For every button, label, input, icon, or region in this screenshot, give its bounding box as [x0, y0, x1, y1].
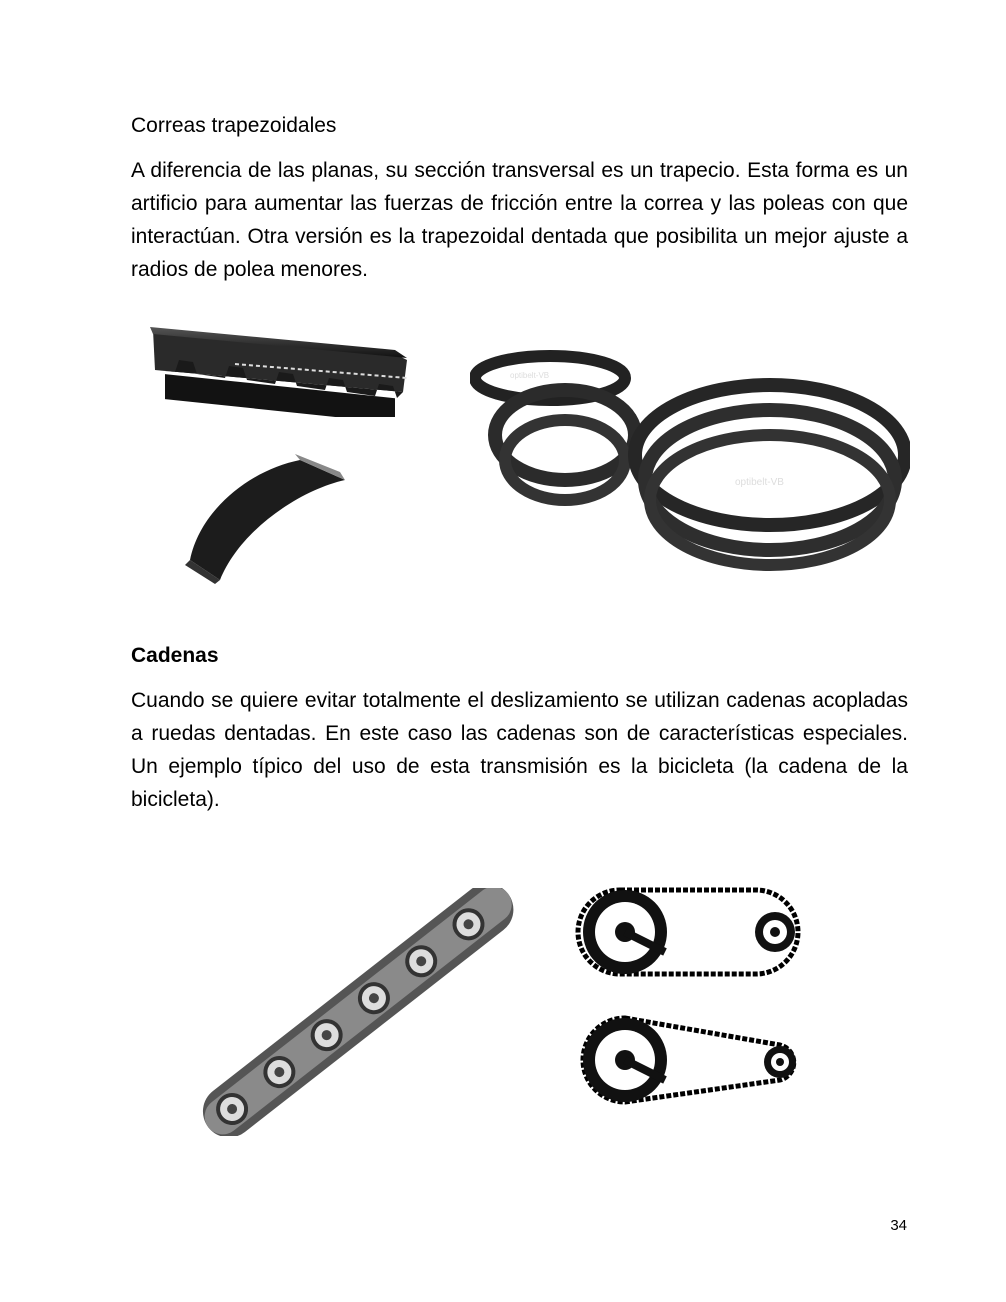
bicycle-chain-image	[188, 888, 518, 1136]
heading-cadenas: Cadenas	[131, 644, 219, 667]
page-number: 34	[890, 1217, 907, 1234]
subheading-correas-trapezoidales: Correas trapezoidales	[131, 114, 337, 137]
chain-drive-diagram-large	[570, 872, 810, 992]
chain-drive-diagram-small	[570, 1000, 810, 1120]
vbelt-cross-section-image	[145, 312, 415, 417]
paragraph-trapezoidal: A diferencia de las planas, su sección transversal es un trapecio. Esta forma es un artificio para aumentar las fuerzas de fricción entre la correa y las poleas con que interactúan. Otra versión es la trapezoidal dentada que posibilita un mejor ajuste a radios de polea menores.	[131, 159, 908, 281]
vbelt-coils-image	[470, 340, 910, 590]
belt-label-2: optibelt-VB	[510, 371, 550, 380]
paragraph-cadenas: Cuando se quiere evitar totalmente el deslizamiento se utilizan cadenas acopladas a ruedas dentadas. En este caso las cadenas son de características especiales. Un ejemplo típico del uso de esta transmisión es la bicicleta (la cadena de la bicicleta).	[131, 689, 908, 811]
vbelt-bent-segment-image	[170, 450, 350, 585]
belt-label-1: optibelt-VB	[735, 477, 784, 488]
